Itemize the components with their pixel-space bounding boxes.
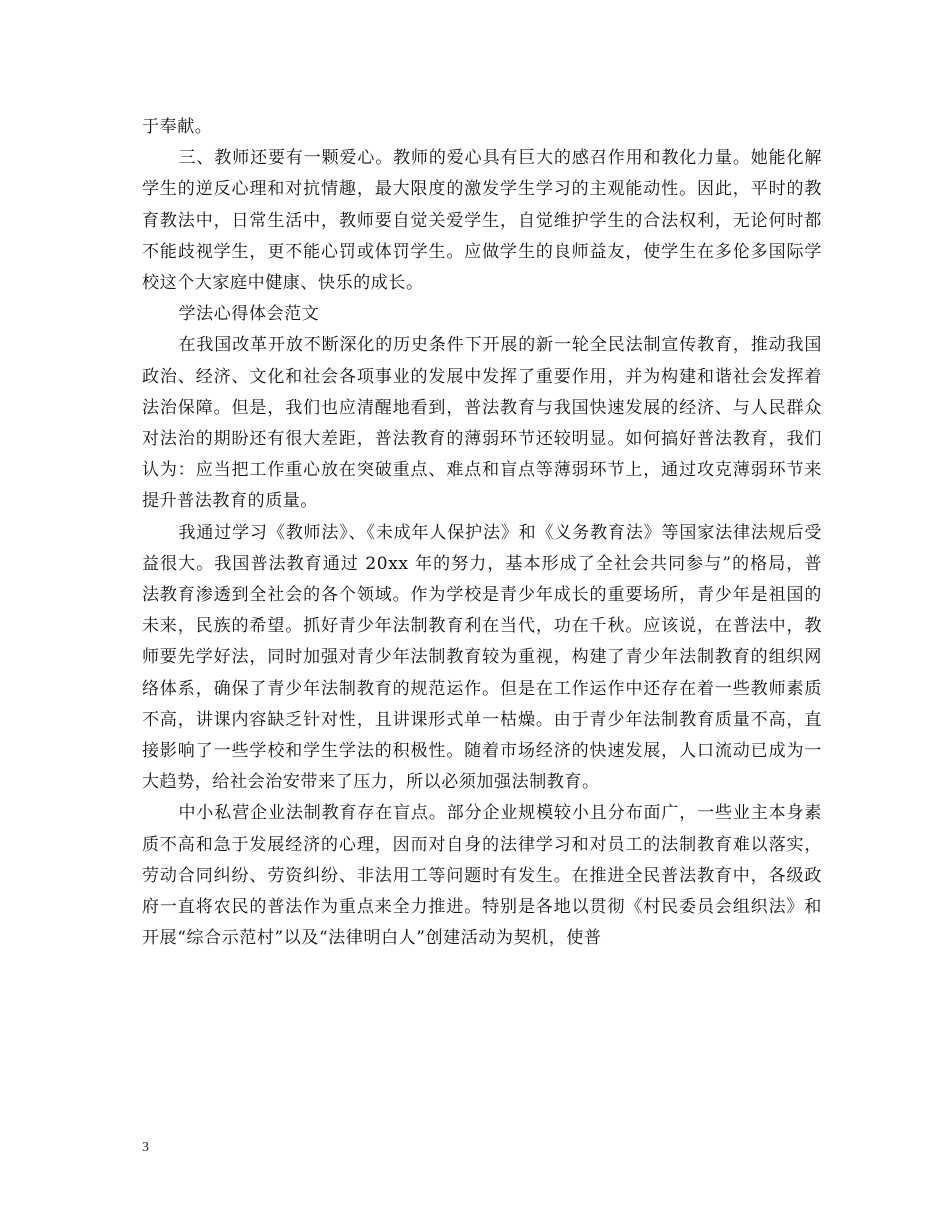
page-number: 3: [142, 1140, 149, 1155]
paragraph-legal-education: 在我国改革开放不断深化的历史条件下开展的新一轮全民法制宣传教育，推动我国政治、经济、文化和社会各项事业的发展中发挥了重要作用，并为构建和谐社会发挥着法治保障。但是，我们也应清醒地看到，普法教育与我国快速发展的经济、与人民群众对法治的期盼还有很大差距，普法教育的薄弱环节还较明显。如何搞好普法教育，我们认为：应当把工作重心放在突破重点、难点和盲点等薄弱环节上，通过攻克薄弱环节来提升普法教育的质量。: [142, 335, 822, 512]
paragraph-teacher-love: 三、教师还要有一颗爱心。教师的爱心具有巨大的感召作用和教化力量。她能化解学生的逆反心理和对抗情趣，最大限度的激发学生学习的主观能动性。因此，平时的教育教法中，日常生活中，教师要自觉关爱学生，自觉维护学生的合法权利，无论何时都不能歧视学生，更不能心罚或体罚学生。应做学生的良师益友，使学生在多伦多国际学校这个大家庭中健康、快乐的成长。: [142, 148, 822, 294]
document-body: [142, 112, 822, 954]
section-heading: 学法心得体会范文: [178, 304, 320, 325]
paragraph-continuation: 于奉献。: [142, 117, 213, 137]
paragraph-study-laws: 我通过学习《教师法》、《未成年人保护法》和《义务教育法》等国家法律法规后受益很大。我国普法教育通过 20xx 年的努力，基本形成了全社会共同参与”的格局，普法教育渗透到全社会的各个领域。作为学校是青少年成长的重要场所，青少年是祖国的未来，民族的希望。抓好青少年法制教育利在当代，功在千秋。应该说，在普法中，教师要先学好法，同时加强对青少年法制教育较为重视，构建了青少年法制教育的组织网络体系，确保了青少年法制教育的规范运作。但是在工作运作中还存在着一些教师素质不高，讲课内容缺乏针对性，且讲课形式单一枯燥。由于青少年法制教育质量不高，直接影响了一些学校和学生学法的积极性。随着市场经济的快速发展，人口流动已成为一大趋势，给社会治安带来了压力，所以必须加强法制教育。: [142, 522, 822, 793]
paragraph-private-enterprise: 中小私营企业法制教育存在盲点。部分企业规模较小且分布面广，一些业主本身素质不高和急于发展经济的心理，因而对自身的法律学习和对员工的法制教育难以落实，劳动合同纠纷、劳资纠纷、非法用工等问题时有发生。在推进全民普法教育中，各级政府一直将农民的普法作为重点来全力推进。特别是各地以贯彻《村民委员会组织法》和开展“综合示范村”以及“法律明白人”创建活动为契机，使普: [142, 803, 822, 949]
